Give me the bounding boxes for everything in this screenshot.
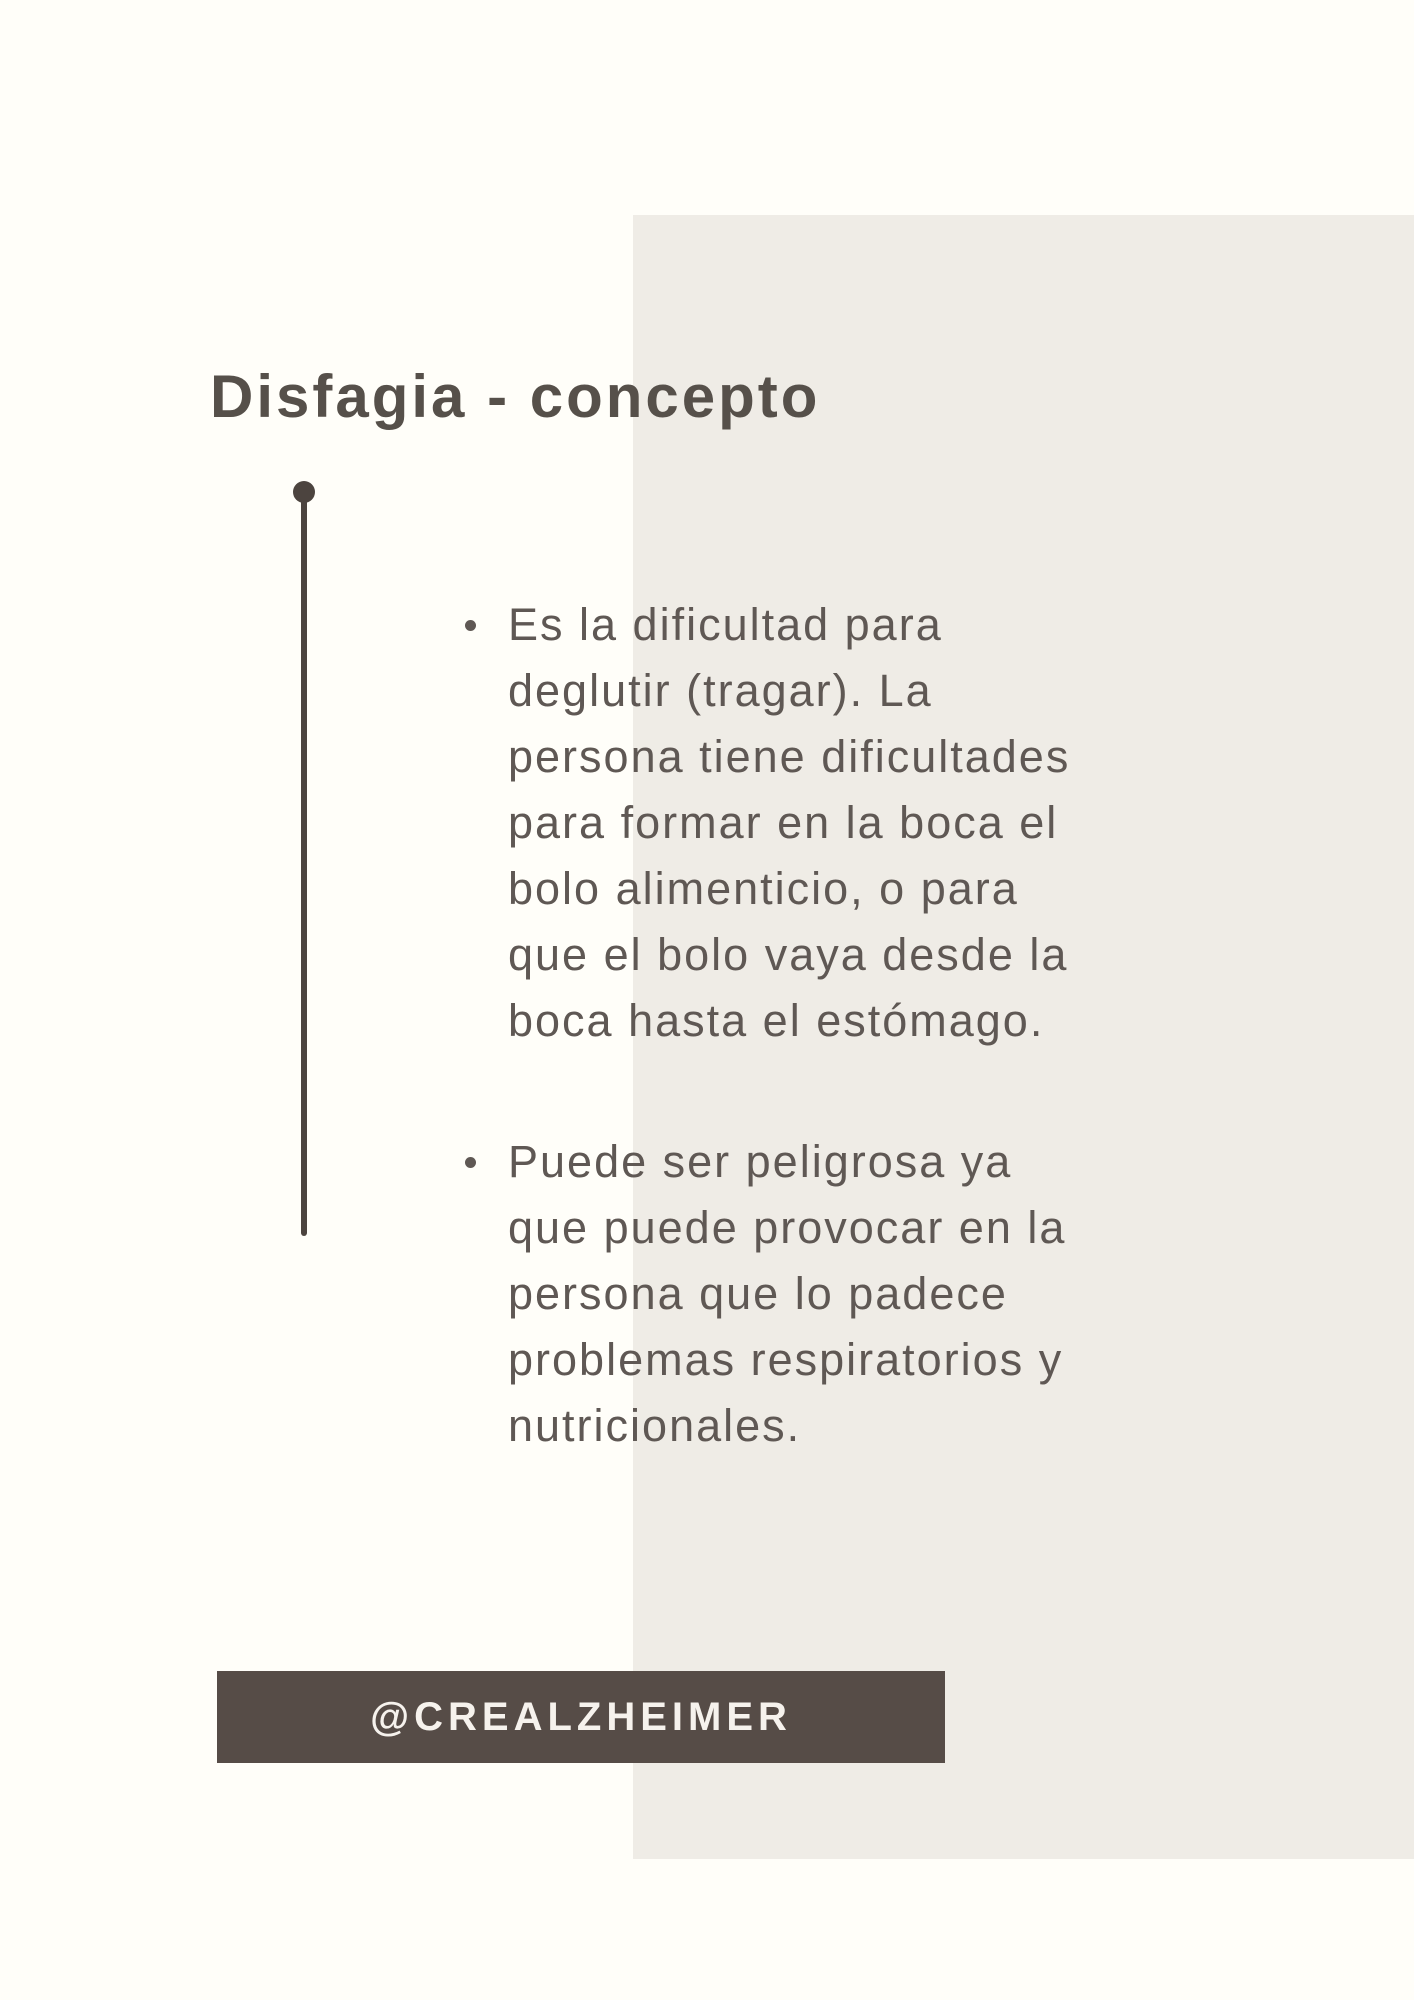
timeline-line [301, 500, 307, 1236]
bullet-text-line: problemas respiratorios y [508, 1334, 1064, 1385]
social-handle: @CREALZHEIMER [370, 1694, 792, 1739]
bullet-text-line: boca hasta el estómago. [508, 995, 1045, 1046]
page-title: Disfagia - concepto [210, 363, 821, 431]
bullet-text [508, 592, 1100, 1054]
bullet-text-line: Puede ser peligrosa ya [508, 1136, 1013, 1187]
footer-banner [217, 1671, 945, 1763]
bullet-item [460, 1129, 1100, 1459]
bullet-text-line: para formar en la boca el [508, 797, 1059, 848]
bullet-item [460, 592, 1100, 1054]
bullet-dot-icon [465, 1157, 476, 1168]
bullet-text-line: que puede provocar en la [508, 1202, 1067, 1253]
bullet-list [460, 592, 1100, 1459]
bullet-text-line: persona tiene dificultades [508, 731, 1071, 782]
bullet-text-line: persona que lo padece [508, 1268, 1008, 1319]
bullet-text-line: bolo alimenticio, o para [508, 863, 1019, 914]
bullet-text [508, 1129, 1100, 1459]
bullet-text-line: Es la dificultad para [508, 599, 943, 650]
bullet-dot-icon [465, 620, 476, 631]
bullet-text-line: nutricionales. [508, 1400, 802, 1451]
bullet-text-line: deglutir (tragar). La [508, 665, 933, 716]
bullet-text-line: que el bolo vaya desde la [508, 929, 1069, 980]
